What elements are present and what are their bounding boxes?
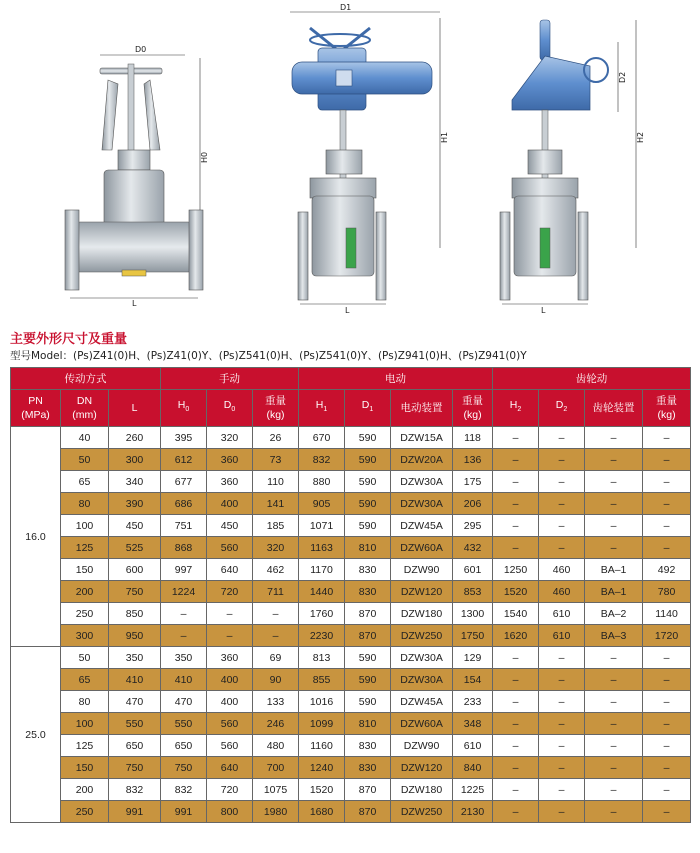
table-cell: 720 <box>207 779 253 801</box>
table-cell: 525 <box>109 537 161 559</box>
table-row <box>11 493 691 515</box>
table-cell: 610 <box>453 735 493 757</box>
table-cell: DZW20A <box>391 449 453 471</box>
table-cell: – <box>493 493 539 515</box>
table-cell: 550 <box>109 713 161 735</box>
table-cell: 810 <box>345 537 391 559</box>
table-cell: – <box>643 537 691 559</box>
table-cell: 612 <box>161 449 207 471</box>
table-cell: 480 <box>253 735 299 757</box>
dim-h0-label: H0 <box>200 151 209 163</box>
table-cell: – <box>643 713 691 735</box>
section-title: 主要外形尺寸及重量 <box>10 332 128 347</box>
table-row <box>11 691 691 713</box>
table-cell: 350 <box>109 647 161 669</box>
table-cell: – <box>643 669 691 691</box>
table-cell: 233 <box>453 691 493 713</box>
table-cell: DZW15A <box>391 427 453 449</box>
table-cell: 1071 <box>299 515 345 537</box>
col-manual-weight: 重量 (kg) <box>253 390 299 427</box>
table-cell: 700 <box>253 757 299 779</box>
spec-table-body <box>11 427 691 823</box>
table-cell: – <box>161 625 207 647</box>
dim-h1-label: H1 <box>440 131 449 143</box>
table-cell: – <box>539 493 585 515</box>
table-cell: 100 <box>61 713 109 735</box>
table-cell: 340 <box>109 471 161 493</box>
table-cell: 129 <box>453 647 493 669</box>
table-row <box>11 515 691 537</box>
table-cell: 850 <box>109 603 161 625</box>
table-cell: 590 <box>345 449 391 471</box>
table-cell: – <box>539 779 585 801</box>
table-cell: 300 <box>109 449 161 471</box>
table-cell: 350 <box>161 647 207 669</box>
table-cell: – <box>493 471 539 493</box>
table-cell: DZW250 <box>391 801 453 823</box>
table-cell: – <box>585 537 643 559</box>
table-cell: 670 <box>299 427 345 449</box>
table-cell: 780 <box>643 581 691 603</box>
table-cell: 590 <box>345 427 391 449</box>
table-cell: 206 <box>453 493 493 515</box>
table-cell: DZW45A <box>391 691 453 713</box>
drive-mode-header: 传动方式 <box>11 368 161 390</box>
table-cell: – <box>493 713 539 735</box>
table-cell: 65 <box>61 669 109 691</box>
col-dn: DN (mm) <box>61 390 109 427</box>
table-cell: 1540 <box>493 603 539 625</box>
table-cell: 462 <box>253 559 299 581</box>
table-cell: 991 <box>109 801 161 823</box>
table-cell: 185 <box>253 515 299 537</box>
table-cell: 1250 <box>493 559 539 581</box>
table-cell: 400 <box>207 691 253 713</box>
table-cell: 260 <box>109 427 161 449</box>
table-cell: – <box>539 691 585 713</box>
table-row <box>11 757 691 779</box>
table-cell: 136 <box>453 449 493 471</box>
table-cell: 1225 <box>453 779 493 801</box>
table-cell: 880 <box>299 471 345 493</box>
table-cell: 560 <box>207 735 253 757</box>
manual-header: 手动 <box>161 368 299 390</box>
table-cell: 295 <box>453 515 493 537</box>
table-cell: – <box>539 427 585 449</box>
dim-d1-label: D1 <box>340 3 352 12</box>
table-cell: 1680 <box>299 801 345 823</box>
model-line: 型号Model：(Ps)Z41(0)H、(Ps)Z41(0)Y、(Ps)Z541(0)H、(Ps)Z541(0)Y、(Ps)Z941(0)H、(Ps)Z941(0)Y <box>10 350 527 362</box>
table-cell: 550 <box>161 713 207 735</box>
table-cell: 832 <box>109 779 161 801</box>
table-cell: 390 <box>109 493 161 515</box>
table-cell: DZW90 <box>391 735 453 757</box>
table-cell: BA–3 <box>585 625 643 647</box>
table-cell: 1440 <box>299 581 345 603</box>
table-row <box>11 801 691 823</box>
table-cell: – <box>493 779 539 801</box>
table-cell: 590 <box>345 647 391 669</box>
table-cell: 1520 <box>493 581 539 603</box>
table-cell: – <box>585 449 643 471</box>
table-cell: – <box>493 757 539 779</box>
manual-valve-drawing <box>65 45 209 308</box>
table-cell: 1170 <box>299 559 345 581</box>
table-cell: 432 <box>453 537 493 559</box>
table-cell: 905 <box>299 493 345 515</box>
table-row <box>11 471 691 493</box>
col-pn: PN (MPa) <box>11 390 61 427</box>
table-cell: – <box>585 713 643 735</box>
valve-drawings <box>0 0 700 318</box>
table-cell: 832 <box>299 449 345 471</box>
table-cell: 360 <box>207 471 253 493</box>
table-cell: 460 <box>539 581 585 603</box>
table-cell: – <box>493 427 539 449</box>
table-cell: 830 <box>345 757 391 779</box>
table-cell: 1224 <box>161 581 207 603</box>
table-row <box>11 669 691 691</box>
col-h0: $H_0$ <box>161 390 207 427</box>
table-cell: 360 <box>207 449 253 471</box>
table-cell: – <box>493 515 539 537</box>
table-cell: – <box>539 713 585 735</box>
table-cell: 1720 <box>643 625 691 647</box>
table-cell: 1163 <box>299 537 345 559</box>
dim-d2-label: D2 <box>618 71 627 83</box>
table-cell: 1980 <box>253 801 299 823</box>
table-cell: – <box>539 647 585 669</box>
table-cell: 73 <box>253 449 299 471</box>
table-cell: 450 <box>109 515 161 537</box>
table-cell: – <box>493 669 539 691</box>
table-cell: 870 <box>345 625 391 647</box>
table-row <box>11 537 691 559</box>
table-cell: DZW250 <box>391 625 453 647</box>
electric-header: 电动 <box>299 368 493 390</box>
dim-l-electric-label: L <box>345 306 350 315</box>
table-cell: – <box>585 801 643 823</box>
table-cell: – <box>643 735 691 757</box>
table-cell: 320 <box>207 427 253 449</box>
table-cell: 840 <box>453 757 493 779</box>
table-cell: 813 <box>299 647 345 669</box>
table-cell: 250 <box>61 801 109 823</box>
electric-valve-drawing <box>290 3 449 315</box>
table-cell: 250 <box>61 603 109 625</box>
table-cell: 800 <box>207 801 253 823</box>
table-cell: 470 <box>109 691 161 713</box>
table-cell: 470 <box>161 691 207 713</box>
table-cell: 590 <box>345 515 391 537</box>
col-electric-weight: 重量 (kg) <box>453 390 493 427</box>
table-cell: 1520 <box>299 779 345 801</box>
table-cell: 686 <box>161 493 207 515</box>
table-cell: 80 <box>61 691 109 713</box>
table-cell: DZW60A <box>391 537 453 559</box>
table-cell: 610 <box>539 603 585 625</box>
col-d1: $D_1$ <box>345 390 391 427</box>
table-cell: 677 <box>161 471 207 493</box>
table-cell: 300 <box>61 625 109 647</box>
table-cell: DZW90 <box>391 559 453 581</box>
spec-table <box>10 367 691 823</box>
table-cell: – <box>493 735 539 757</box>
gear-header: 齿轮动 <box>493 368 691 390</box>
table-cell: 2230 <box>299 625 345 647</box>
table-cell: DZW45A <box>391 515 453 537</box>
table-cell: 750 <box>161 757 207 779</box>
table-cell: 590 <box>345 493 391 515</box>
table-cell: 320 <box>253 537 299 559</box>
table-cell: 100 <box>61 515 109 537</box>
pn-cell: 25.0 <box>11 647 61 823</box>
table-cell: 650 <box>161 735 207 757</box>
table-cell: 640 <box>207 559 253 581</box>
table-cell: – <box>643 449 691 471</box>
table-cell: – <box>643 515 691 537</box>
table-cell: – <box>253 603 299 625</box>
table-cell: – <box>539 735 585 757</box>
table-row <box>11 779 691 801</box>
table-cell: 650 <box>109 735 161 757</box>
table-cell: 1620 <box>493 625 539 647</box>
table-cell: 810 <box>345 713 391 735</box>
table-cell: 200 <box>61 779 109 801</box>
table-cell: DZW180 <box>391 779 453 801</box>
table-cell: – <box>643 471 691 493</box>
table-cell: – <box>493 647 539 669</box>
table-cell: – <box>585 427 643 449</box>
table-row <box>11 735 691 757</box>
table-cell: 830 <box>345 559 391 581</box>
table-cell: 601 <box>453 559 493 581</box>
table-cell: – <box>585 471 643 493</box>
col-l: L <box>109 390 161 427</box>
table-cell: – <box>585 691 643 713</box>
table-cell: 150 <box>61 757 109 779</box>
table-cell: – <box>585 669 643 691</box>
table-cell: DZW30A <box>391 669 453 691</box>
table-cell: – <box>493 537 539 559</box>
table-cell: 711 <box>253 581 299 603</box>
table-cell: DZW180 <box>391 603 453 625</box>
table-cell: 40 <box>61 427 109 449</box>
table-cell: 610 <box>539 625 585 647</box>
table-cell: 997 <box>161 559 207 581</box>
table-cell: – <box>585 493 643 515</box>
table-cell: 125 <box>61 735 109 757</box>
table-cell: 750 <box>109 581 161 603</box>
table-cell: – <box>643 757 691 779</box>
dim-d0-label: D0 <box>135 45 147 54</box>
table-cell: 154 <box>453 669 493 691</box>
table-cell: 110 <box>253 471 299 493</box>
table-row <box>11 625 691 647</box>
table-cell: 348 <box>453 713 493 735</box>
table-cell: – <box>493 801 539 823</box>
table-cell: 133 <box>253 691 299 713</box>
table-cell: 751 <box>161 515 207 537</box>
table-cell: 360 <box>207 647 253 669</box>
table-cell: 50 <box>61 449 109 471</box>
table-cell: 868 <box>161 537 207 559</box>
table-row <box>11 713 691 735</box>
table-cell: 125 <box>61 537 109 559</box>
table-cell: 150 <box>61 559 109 581</box>
table-cell: – <box>539 471 585 493</box>
table-cell: – <box>539 537 585 559</box>
col-gear-device: 齿轮装置 <box>585 390 643 427</box>
table-cell: 2130 <box>453 801 493 823</box>
table-cell: 450 <box>207 515 253 537</box>
gear-valve-drawing <box>500 20 645 315</box>
table-cell: BA–2 <box>585 603 643 625</box>
table-cell: 590 <box>345 471 391 493</box>
table-cell: 1300 <box>453 603 493 625</box>
table-cell: – <box>585 735 643 757</box>
table-cell: – <box>585 779 643 801</box>
table-cell: DZW30A <box>391 493 453 515</box>
table-cell: 1160 <box>299 735 345 757</box>
dim-h2-label: H2 <box>636 131 645 143</box>
table-cell: 855 <box>299 669 345 691</box>
table-cell: – <box>585 647 643 669</box>
table-cell: 90 <box>253 669 299 691</box>
table-row <box>11 647 691 669</box>
table-cell: 1075 <box>253 779 299 801</box>
table-cell: – <box>539 757 585 779</box>
table-cell: 200 <box>61 581 109 603</box>
table-cell: 492 <box>643 559 691 581</box>
table-cell: 950 <box>109 625 161 647</box>
table-cell: 590 <box>345 691 391 713</box>
table-row <box>11 449 691 471</box>
table-cell: – <box>493 691 539 713</box>
table-cell: DZW120 <box>391 757 453 779</box>
table-cell: 640 <box>207 757 253 779</box>
table-cell: 175 <box>453 471 493 493</box>
table-cell: 832 <box>161 779 207 801</box>
table-cell: 69 <box>253 647 299 669</box>
table-row <box>11 427 691 449</box>
table-cell: DZW120 <box>391 581 453 603</box>
table-cell: – <box>539 515 585 537</box>
table-cell: 590 <box>345 669 391 691</box>
table-cell: 80 <box>61 493 109 515</box>
table-cell: 560 <box>207 713 253 735</box>
table-cell: 246 <box>253 713 299 735</box>
table-cell: 1140 <box>643 603 691 625</box>
table-cell: 870 <box>345 779 391 801</box>
table-row <box>11 559 691 581</box>
pn-cell: 16.0 <box>11 427 61 647</box>
table-cell: 853 <box>453 581 493 603</box>
table-cell: 870 <box>345 801 391 823</box>
table-cell: 118 <box>453 427 493 449</box>
col-h2: $H_2$ <box>493 390 539 427</box>
table-cell: 560 <box>207 537 253 559</box>
table-cell: 830 <box>345 581 391 603</box>
table-row <box>11 603 691 625</box>
table-cell: – <box>253 625 299 647</box>
table-cell: DZW60A <box>391 713 453 735</box>
table-cell: 400 <box>207 493 253 515</box>
table-cell: 400 <box>207 669 253 691</box>
table-cell: – <box>207 603 253 625</box>
table-cell: 991 <box>161 801 207 823</box>
table-cell: 750 <box>109 757 161 779</box>
table-cell: BA–1 <box>585 581 643 603</box>
col-gear-weight: 重量 (kg) <box>643 390 691 427</box>
table-cell: – <box>539 449 585 471</box>
table-cell: 460 <box>539 559 585 581</box>
table-cell: 395 <box>161 427 207 449</box>
table-cell: BA–1 <box>585 559 643 581</box>
table-cell: – <box>161 603 207 625</box>
table-row <box>11 581 691 603</box>
col-d2: $D_2$ <box>539 390 585 427</box>
table-cell: – <box>539 669 585 691</box>
table-cell: – <box>643 493 691 515</box>
table-cell: 1099 <box>299 713 345 735</box>
table-cell: DZW30A <box>391 471 453 493</box>
table-cell: 410 <box>109 669 161 691</box>
table-cell: 720 <box>207 581 253 603</box>
table-cell: 65 <box>61 471 109 493</box>
table-cell: 830 <box>345 735 391 757</box>
table-cell: 1760 <box>299 603 345 625</box>
table-cell: 50 <box>61 647 109 669</box>
table-cell: 410 <box>161 669 207 691</box>
table-cell: – <box>585 515 643 537</box>
table-cell: 26 <box>253 427 299 449</box>
table-cell: – <box>539 801 585 823</box>
table-cell: – <box>643 801 691 823</box>
table-cell: 870 <box>345 603 391 625</box>
table-cell: – <box>643 779 691 801</box>
dim-l-manual-label: L <box>132 299 137 308</box>
table-cell: – <box>643 427 691 449</box>
table-cell: 1016 <box>299 691 345 713</box>
table-cell: 141 <box>253 493 299 515</box>
table-cell: – <box>207 625 253 647</box>
dim-l-gear-label: L <box>541 306 546 315</box>
table-cell: – <box>643 647 691 669</box>
table-cell: – <box>493 449 539 471</box>
table-cell: – <box>643 691 691 713</box>
col-h1: $H_1$ <box>299 390 345 427</box>
table-cell: 600 <box>109 559 161 581</box>
table-cell: 1750 <box>453 625 493 647</box>
col-electric-device: 电动装置 <box>391 390 453 427</box>
table-cell: DZW30A <box>391 647 453 669</box>
table-cell: – <box>585 757 643 779</box>
col-d0: $D_0$ <box>207 390 253 427</box>
table-cell: 1240 <box>299 757 345 779</box>
